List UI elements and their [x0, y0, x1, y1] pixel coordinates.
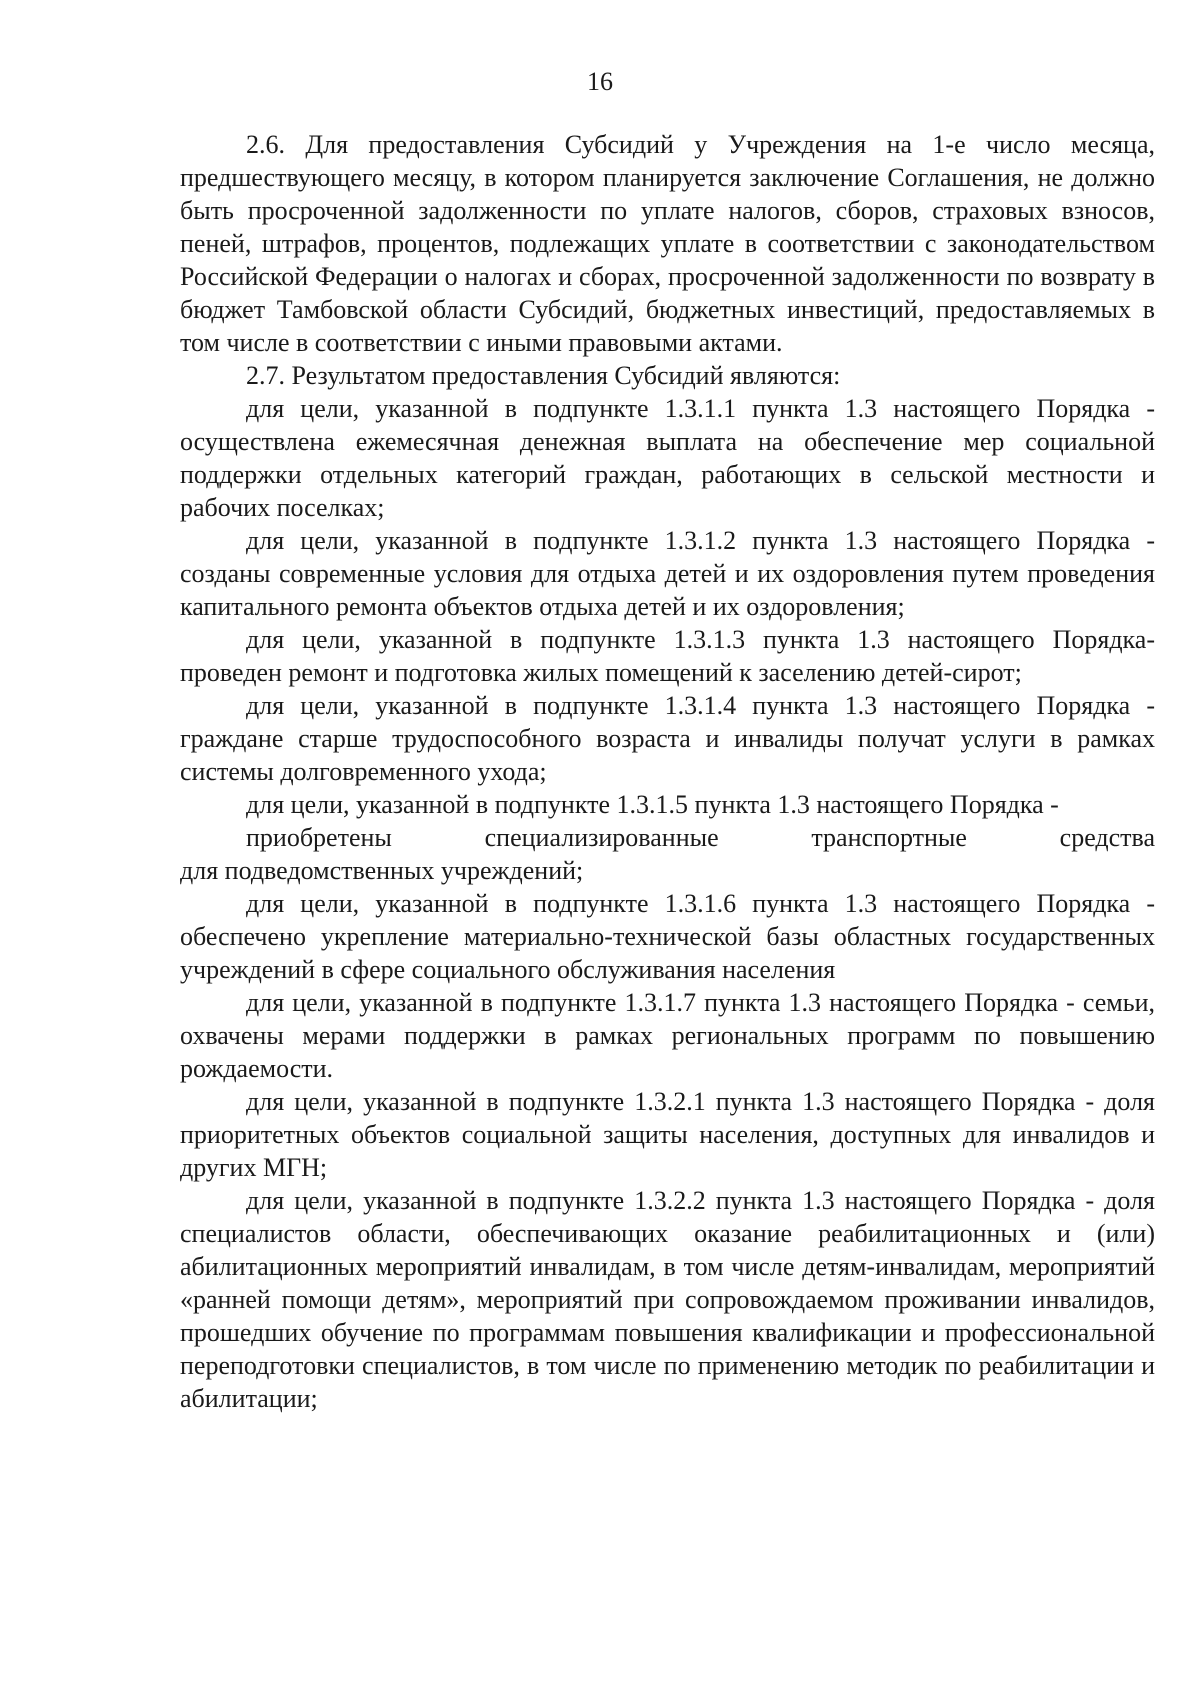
result-item-1-3-1-5-tail: для подведомственных учреждений; — [180, 856, 584, 885]
result-item-1-3-1-5-heading: для цели, указанной в подпункте 1.3.1.5 пункта 1.3 настоящего Порядка - — [246, 790, 1059, 819]
document-body — [180, 128, 1155, 1415]
result-item-1-3-1-5-body: приобретены специализированные транспортные средства — [246, 823, 1155, 852]
paragraph-2-7: 2.7. Результатом предоставления Субсидий являются: — [246, 361, 841, 390]
result-item-1-3-1-6: для цели, указанной в подпункте 1.3.1.6 пункта 1.3 настоящего Порядка - обеспечено укрепление материально-технической базы областных государственных учреждений в сфере социального обслуживания населения — [180, 889, 1155, 984]
result-item-1-3-1-1: для цели, указанной в подпункте 1.3.1.1 пункта 1.3 настоящего Порядка - осуществлена ежемесячная денежная выплата на обеспечение мер социальной поддержки отдельных категорий граждан, работающих в сельской местности и рабочих поселках; — [180, 394, 1155, 522]
result-item-1-3-1-3: для цели, указанной в подпункте 1.3.1.3 пункта 1.3 настоящего Порядка- проведен ремонт и подготовка жилых помещений к заселению детей-сирот; — [180, 625, 1155, 687]
result-item-1-3-1-2: для цели, указанной в подпункте 1.3.1.2 пункта 1.3 настоящего Порядка - созданы современные условия для отдыха детей и их оздоровления путем проведения капитального ремонта объектов отдыха детей и их оздоровления; — [180, 526, 1155, 621]
result-item-1-3-1-7: для цели, указанной в подпункте 1.3.1.7 пункта 1.3 настоящего Порядка - семьи, охвачены мерами поддержки в рамках региональных программ по повышению рождаемости. — [180, 988, 1155, 1083]
result-item-1-3-2-1: для цели, указанной в подпункте 1.3.2.1 пункта 1.3 настоящего Порядка - доля приоритетных объектов социальной защиты населения, доступных для инвалидов и других МГН; — [180, 1087, 1155, 1182]
page-number: 16 — [587, 67, 613, 96]
result-item-1-3-2-2: для цели, указанной в подпункте 1.3.2.2 пункта 1.3 настоящего Порядка - доля специалистов области, обеспечивающих оказание реабилитационных и (или) абилитационных мероприятий инвалидам, в том числе детям-инвалидам, мероприятий «ранней помощи детям», мероприятий при сопровождаемом проживании инвалидов, прошедших обучение по программам повышения квалификации и профессиональной переподготовки специалистов, в том числе по применению методик по реабилитации и абилитации; — [180, 1186, 1155, 1413]
result-item-1-3-1-4: для цели, указанной в подпункте 1.3.1.4 пункта 1.3 настоящего Порядка - граждане старше трудоспособного возраста и инвалиды получат услуги в рамках системы долговременного ухода; — [180, 691, 1155, 786]
paragraph-2-6: 2.6. Для предоставления Субсидий у Учреждения на 1-е число месяца, предшествующего месяцу, в котором планируется заключение Соглашения, не должно быть просроченной задолженности по уплате налогов, сборов, страховых взносов, пеней, штрафов, процентов, подлежащих уплате в соответствии с законодательством Российской Федерации о налогах и сборах, просроченной задолженности по возврату в бюджет Тамбовской области Субсидий, бюджетных инвестиций, предоставляемых в том числе в соответствии с иными правовыми актами. — [180, 130, 1155, 357]
